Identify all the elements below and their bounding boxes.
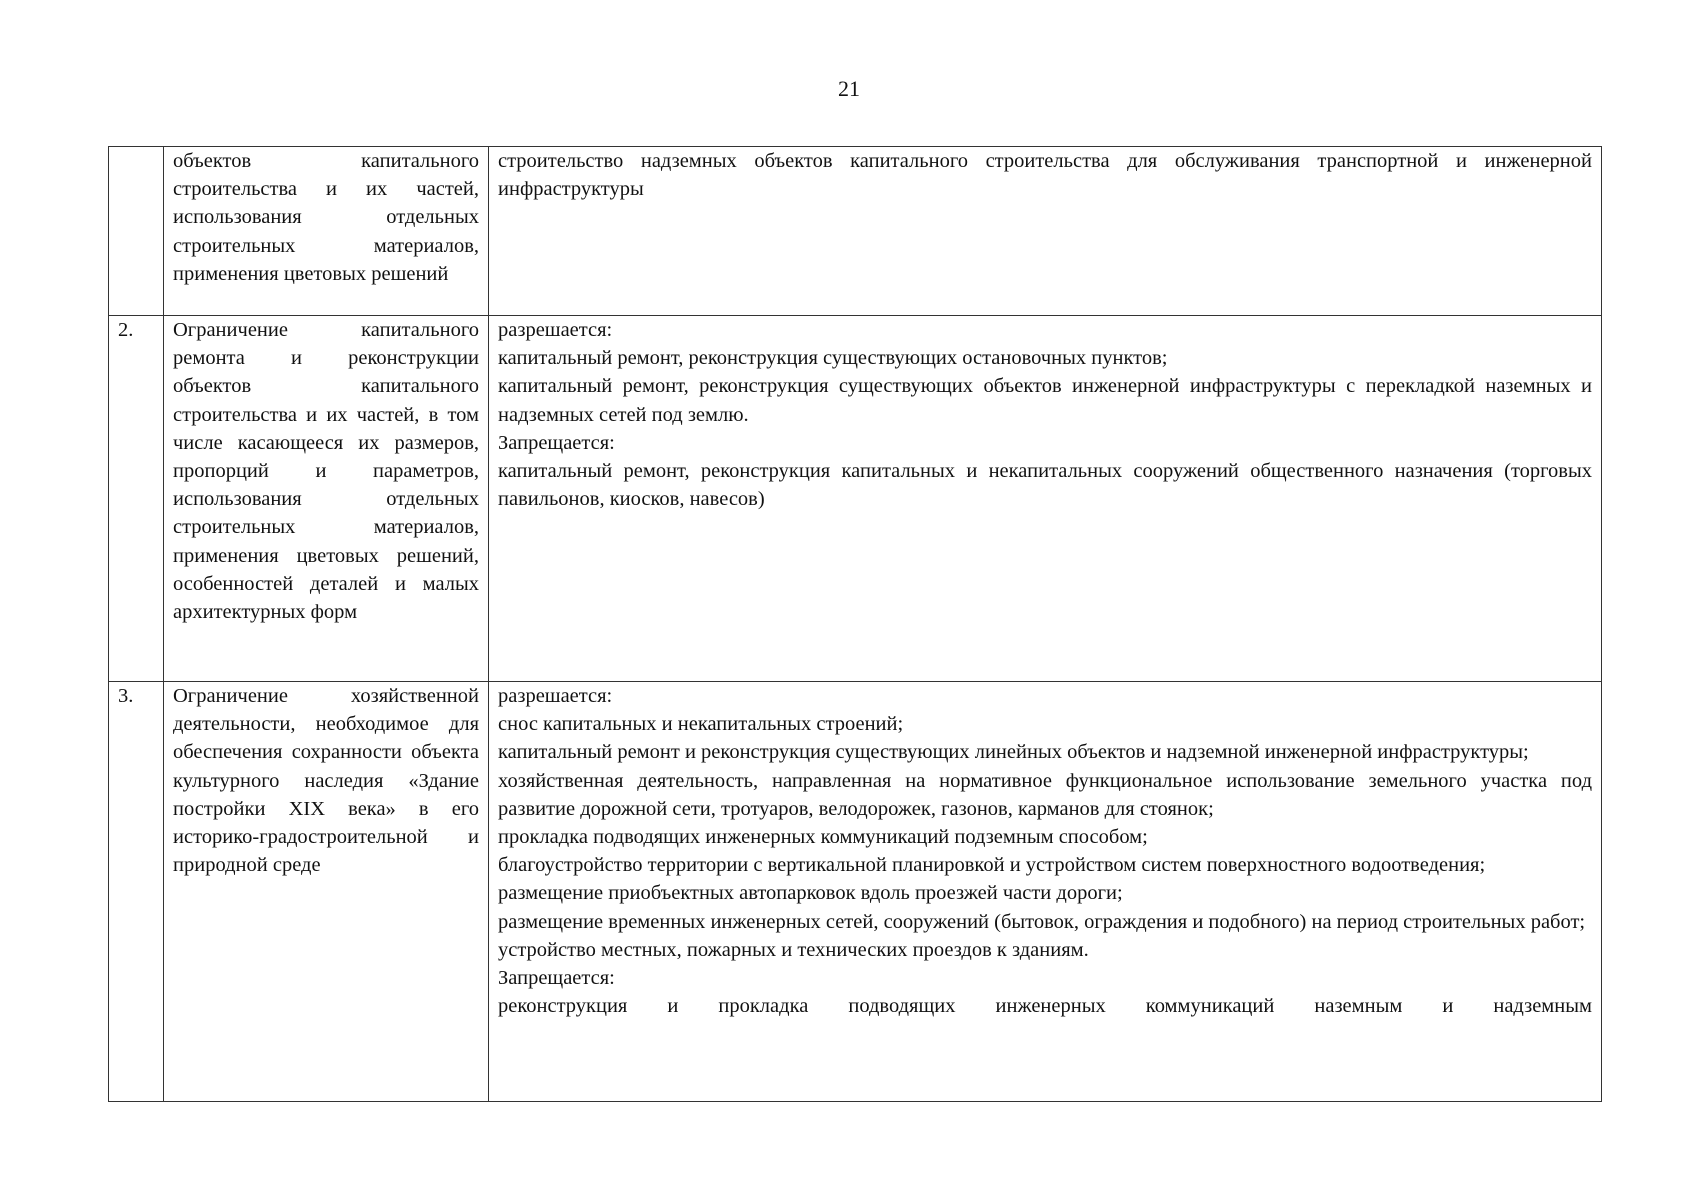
paragraph: разрешается: <box>498 685 613 707</box>
paragraph: Запрещается: <box>498 967 615 990</box>
paragraph: капитальный ремонт, реконструкция капитальных и некапитальных сооружений общественного назначения (торговых павильонов, киосков, навесов) <box>498 460 1592 511</box>
restriction-topic: Ограничение хозяйственной деятельности, необходимое для обеспечения сохранности объекта культурного наследия «Здание постройки XIX века» в его историко-градостроительной и природной среде <box>164 682 489 1102</box>
paragraph: капитальный ремонт, реконструкция существующих остановочных пунктов; <box>498 347 1168 370</box>
paragraph: хозяйственная деятельность, направленная на нормативное функциональное использование земельного участка под развитие дорожной сети, тротуаров, велодорожек, газонов, карманов для стоянок; <box>498 769 1592 820</box>
restriction-topic: объектов капитального строительства и их частей, использования отдельных строительных материалов, применения цветовых решений <box>164 147 489 316</box>
table-row <box>109 147 1602 316</box>
paragraph: строительство надземных объектов капитального строительства для обслуживания транспортной и инженерной инфраструктуры <box>498 150 1592 201</box>
paragraph: реконструкция и прокладка подводящих инженерных коммуникаций наземным и надземным <box>498 995 1592 1018</box>
paragraph: устройство местных, пожарных и технических проездов к зданиям. <box>498 938 1089 961</box>
paragraph: размещение временных инженерных сетей, сооружений (бытовок, ограждения и подобного) на период строительных работ; <box>498 910 1586 933</box>
paragraph: благоустройство территории с вертикальной планировкой и устройством систем поверхностного водоотведения; <box>498 854 1486 877</box>
restriction-details <box>489 316 1602 682</box>
paragraph: снос капитальных и некапитальных строений; <box>498 713 904 736</box>
paragraph: Запрещается: <box>498 431 615 454</box>
restriction-details <box>489 682 1602 1102</box>
paragraph: капитальный ремонт и реконструкция существующих линейных объектов и надземной инженерной инфраструктуры; <box>498 741 1529 764</box>
restrictions-table <box>108 146 1602 1102</box>
restriction-details <box>489 147 1602 316</box>
row-number: 3. <box>109 682 164 1102</box>
restriction-topic: Ограничение капитального ремонта и реконструкции объектов капитального строительства и их частей, в том числе касающееся их размеров, пропорций и параметров, использования отдельных строительных материалов, применения цветовых решений, особенностей деталей и малых архитектурных форм <box>164 316 489 682</box>
paragraph: размещение приобъектных автопарковок вдоль проезжей части дороги; <box>498 882 1123 905</box>
row-number: 2. <box>109 316 164 682</box>
paragraph: капитальный ремонт, реконструкция существующих объектов инженерной инфраструктуры с перекладкой наземных и надземных сетей под землю. <box>498 375 1592 426</box>
table-row <box>109 316 1602 682</box>
page-number: 21 <box>838 76 860 101</box>
paragraph: разрешается: <box>498 319 613 341</box>
paragraph: прокладка подводящих инженерных коммуникаций подземным способом; <box>498 826 1148 849</box>
table-row <box>109 682 1602 1102</box>
row-number <box>109 147 164 316</box>
